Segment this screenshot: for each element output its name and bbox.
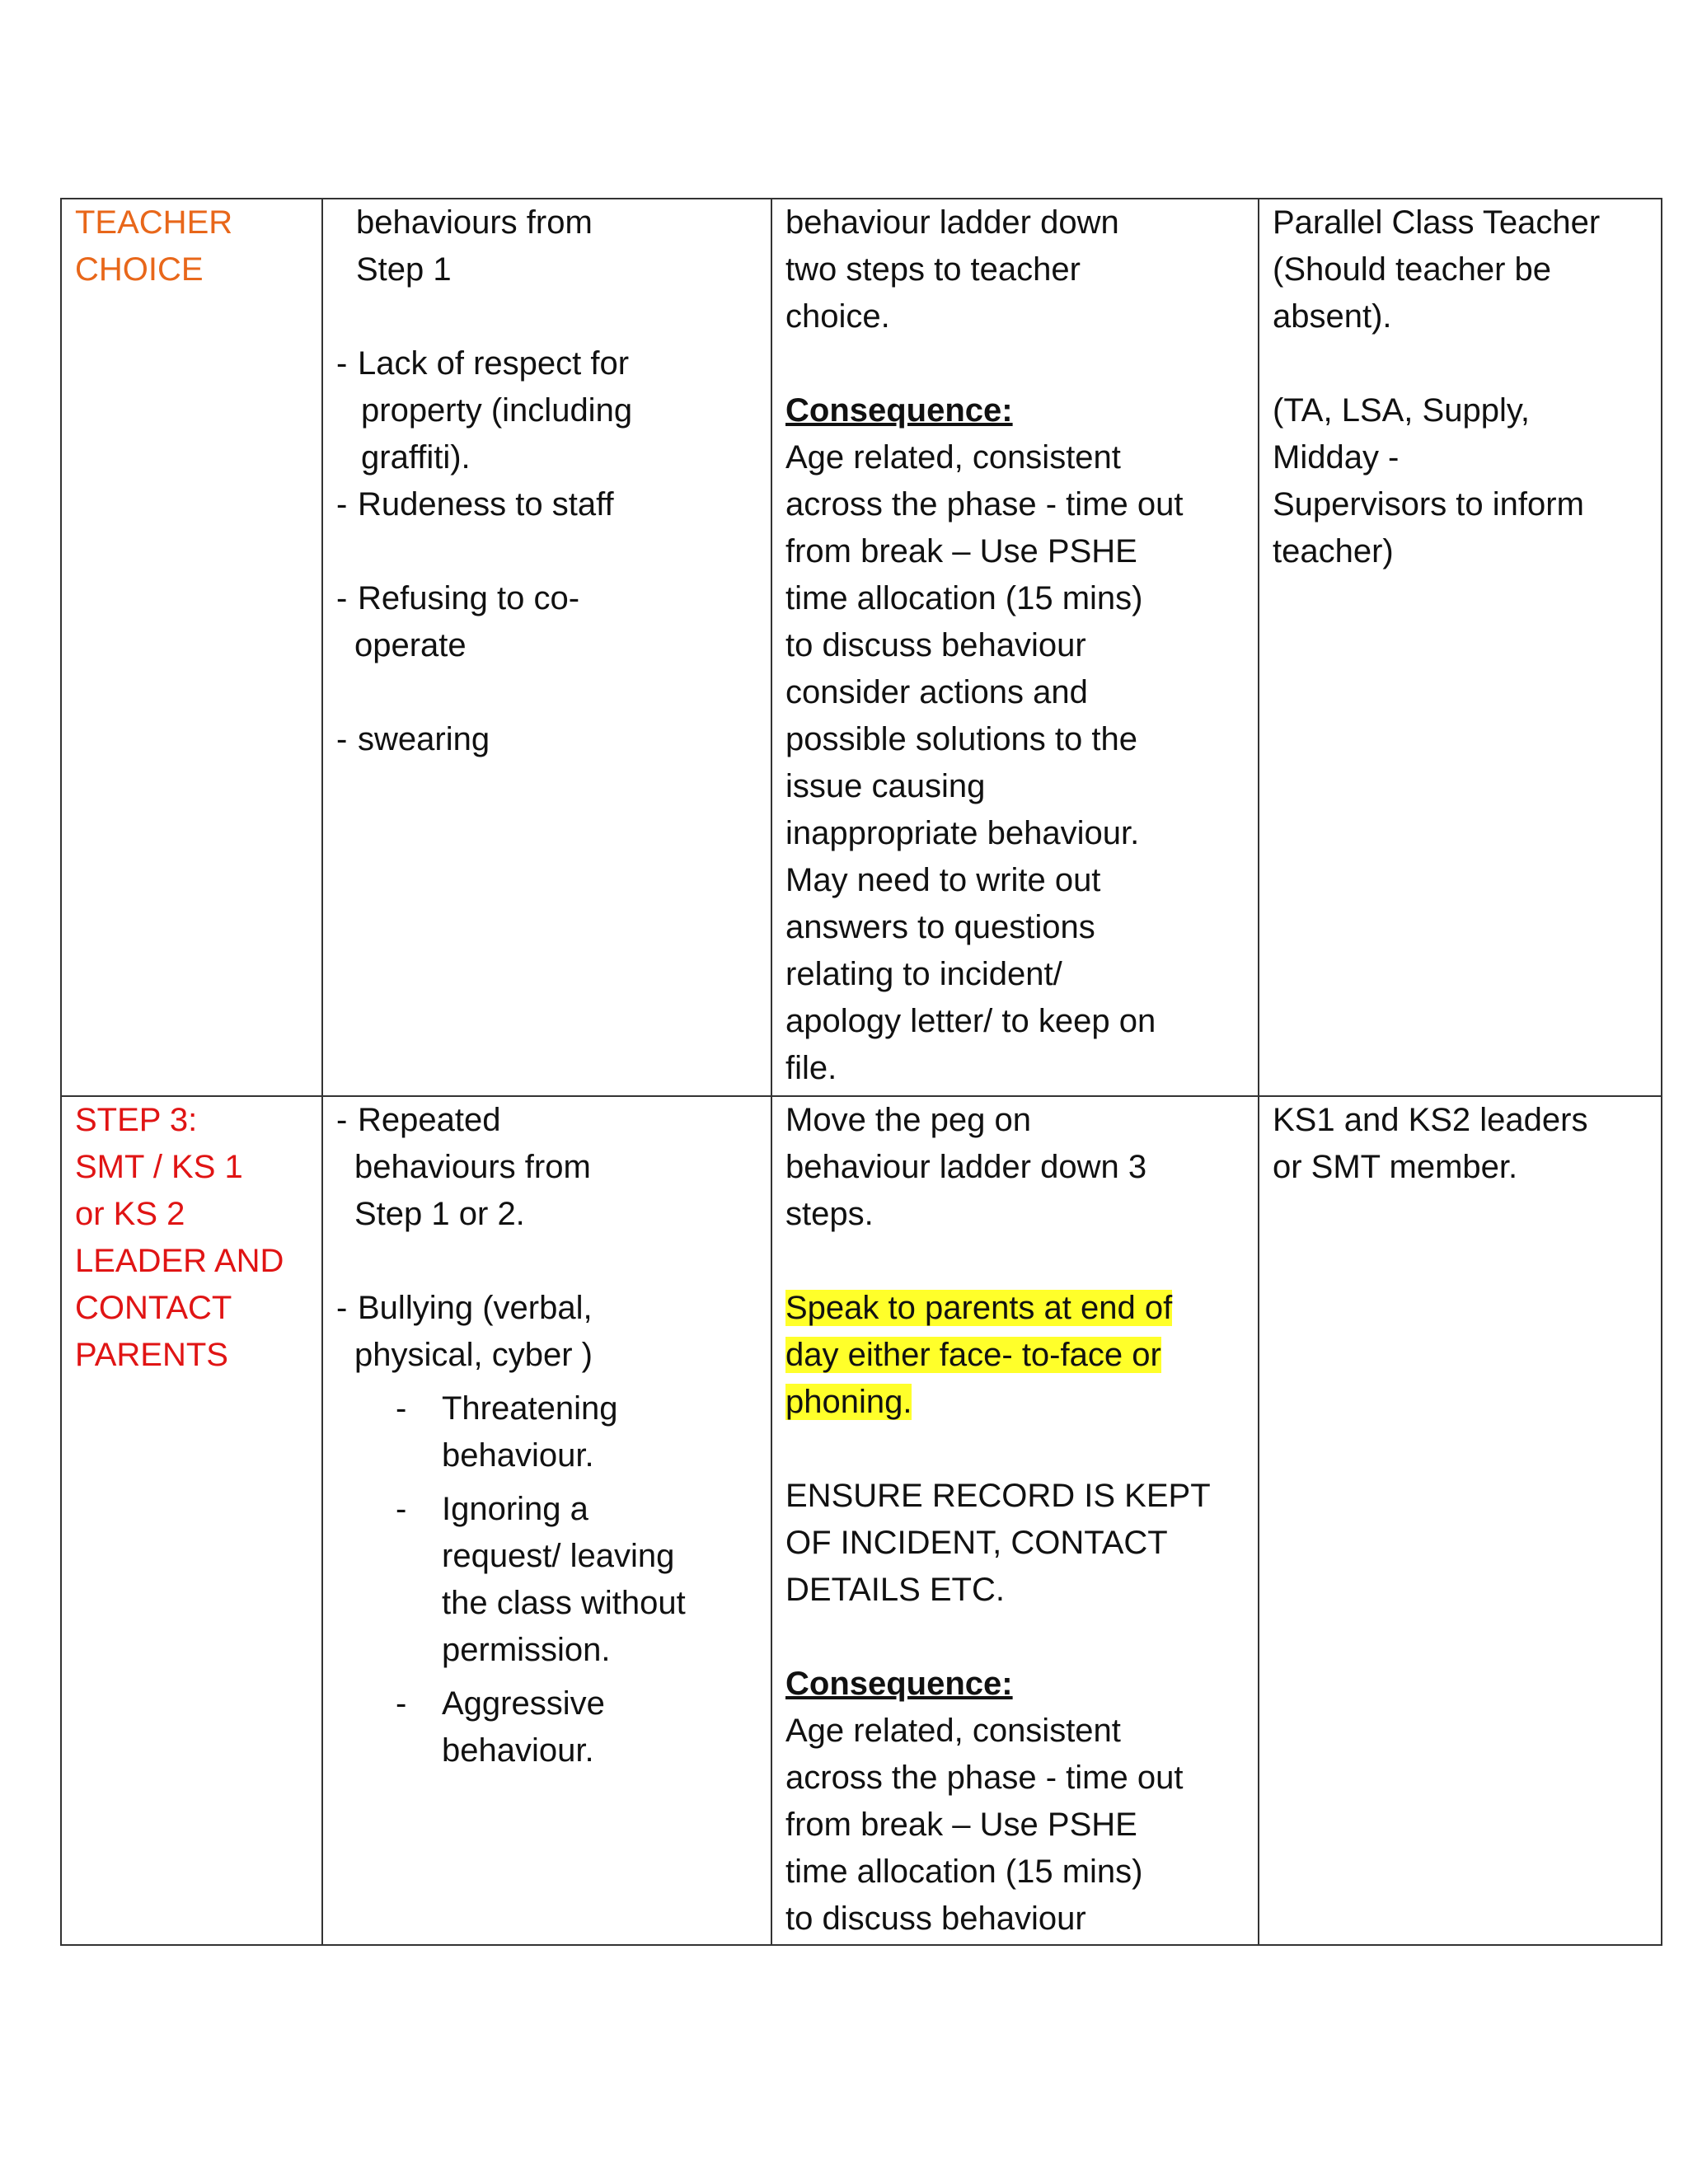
text-line: Supervisors to inform — [1273, 486, 1584, 523]
behaviour-subitem — [336, 1680, 757, 1774]
text-line: day either face- to-face or — [785, 1337, 1161, 1373]
highlighted-parent-contact — [785, 1285, 1245, 1426]
behaviour-subitem — [336, 1385, 757, 1479]
text-line: possible solutions to the — [785, 721, 1137, 757]
text-line: permission. — [442, 1632, 611, 1668]
text-line: Step 1 or 2. — [354, 1196, 525, 1232]
text-line: Parallel Class Teacher — [1273, 204, 1601, 241]
text-line: - Aggressive — [442, 1685, 605, 1722]
text-line: to discuss behaviour — [785, 1900, 1086, 1937]
text-line: Midday - — [1273, 439, 1400, 476]
stage-label-line: or KS 2 — [75, 1196, 185, 1232]
behaviour-item — [336, 716, 757, 763]
stage-label-line: CONTACT — [75, 1290, 232, 1326]
text-line: file. — [785, 1050, 837, 1086]
text-line: two steps to teacher — [785, 251, 1081, 288]
text-line: inappropriate behaviour. — [785, 815, 1140, 851]
text-line: from break – Use PSHE — [785, 533, 1137, 569]
text-line: Step 1 — [356, 251, 452, 288]
text-line: from break – Use PSHE — [785, 1807, 1137, 1843]
behaviours-cell — [322, 1096, 771, 1945]
text-line: steps. — [785, 1196, 874, 1232]
behaviour-item — [336, 575, 757, 669]
text-line: across the phase - time out — [785, 1760, 1184, 1796]
text-line: OF INCIDENT, CONTACT — [785, 1525, 1168, 1561]
consequence-text — [785, 434, 1245, 1092]
who-cell — [1259, 1096, 1662, 1945]
text-line: - Repeated — [358, 1102, 501, 1138]
text-line: - Lack of respect for — [358, 345, 630, 382]
text-line: teacher) — [1273, 533, 1394, 569]
text-line: - Ignoring a — [442, 1491, 588, 1527]
text-line: absent). — [1273, 298, 1392, 335]
text-line: phoning. — [785, 1384, 912, 1420]
behaviour-intro — [336, 199, 757, 293]
text-line: time allocation (15 mins) — [785, 1854, 1143, 1890]
action-cell — [771, 1096, 1259, 1945]
table-row — [61, 1096, 1662, 1945]
text-line: time allocation (15 mins) — [785, 580, 1143, 616]
text-line: (TA, LSA, Supply, — [1273, 392, 1530, 429]
text-line: relating to incident/ — [785, 956, 1062, 992]
behaviour-table — [60, 198, 1662, 1946]
text-line: answers to questions — [785, 909, 1095, 945]
text-line: or SMT member. — [1273, 1149, 1518, 1185]
stage-label-line: LEADER AND — [75, 1243, 284, 1279]
text-line: May need to write out — [785, 862, 1101, 898]
text-line: Move the peg on — [785, 1102, 1031, 1138]
behaviour-subitem — [336, 1486, 757, 1674]
behaviours-cell — [322, 199, 771, 1096]
stage-label-line: SMT / KS 1 — [75, 1149, 243, 1185]
text-line: - Threatening — [442, 1390, 618, 1427]
text-line: KS1 and KS2 leaders — [1273, 1102, 1588, 1138]
text-line: to discuss behaviour — [785, 627, 1086, 663]
text-line: behaviour. — [442, 1437, 594, 1474]
text-line: - Rudeness to staff — [358, 486, 614, 523]
text-line: consider actions and — [785, 674, 1088, 710]
action-cell — [771, 199, 1259, 1096]
text-line: Speak to parents at end of — [785, 1290, 1173, 1326]
text-line: across the phase - time out — [785, 486, 1184, 523]
text-line: - swearing — [358, 721, 490, 757]
table-row — [61, 199, 1662, 1096]
behaviour-item — [336, 1097, 757, 1238]
stage-cell — [61, 199, 322, 1096]
behaviour-item — [336, 340, 757, 481]
text-line: behaviour ladder down 3 — [785, 1149, 1147, 1185]
behaviour-item — [336, 481, 757, 528]
text-line: operate — [354, 627, 467, 663]
text-line: graffiti). — [361, 439, 471, 476]
text-line: ENSURE RECORD IS KEPT — [785, 1478, 1211, 1514]
text-line: the class without — [442, 1585, 686, 1621]
behaviour-item — [336, 1285, 757, 1379]
text-line: apology letter/ to keep on — [785, 1003, 1156, 1039]
consequence-heading: Consequence: — [785, 1666, 1013, 1702]
text-line: - Refusing to co- — [358, 580, 580, 616]
stage-label-line: TEACHER — [75, 204, 233, 241]
text-line: - Bullying (verbal, — [358, 1290, 593, 1326]
text-line: behaviours from — [354, 1149, 591, 1185]
stage-cell — [61, 1096, 322, 1945]
stage-label-line: PARENTS — [75, 1337, 228, 1373]
stage-label-line: STEP 3: — [75, 1102, 198, 1138]
text-line: request/ leaving — [442, 1538, 675, 1574]
text-line: DETAILS ETC. — [785, 1572, 1005, 1608]
text-line: behaviours from — [356, 204, 593, 241]
text-line: (Should teacher be — [1273, 251, 1552, 288]
text-line: property (including — [361, 392, 633, 429]
text-line: behaviour ladder down — [785, 204, 1119, 241]
consequence-heading: Consequence: — [785, 392, 1013, 429]
text-line: behaviour. — [442, 1732, 594, 1769]
text-line: physical, cyber ) — [354, 1337, 593, 1373]
who-cell — [1259, 199, 1662, 1096]
text-line: choice. — [785, 298, 890, 335]
text-line: Age related, consistent — [785, 439, 1121, 476]
text-line: issue causing — [785, 768, 986, 804]
stage-label-line: CHOICE — [75, 251, 204, 288]
text-line: Age related, consistent — [785, 1713, 1121, 1749]
